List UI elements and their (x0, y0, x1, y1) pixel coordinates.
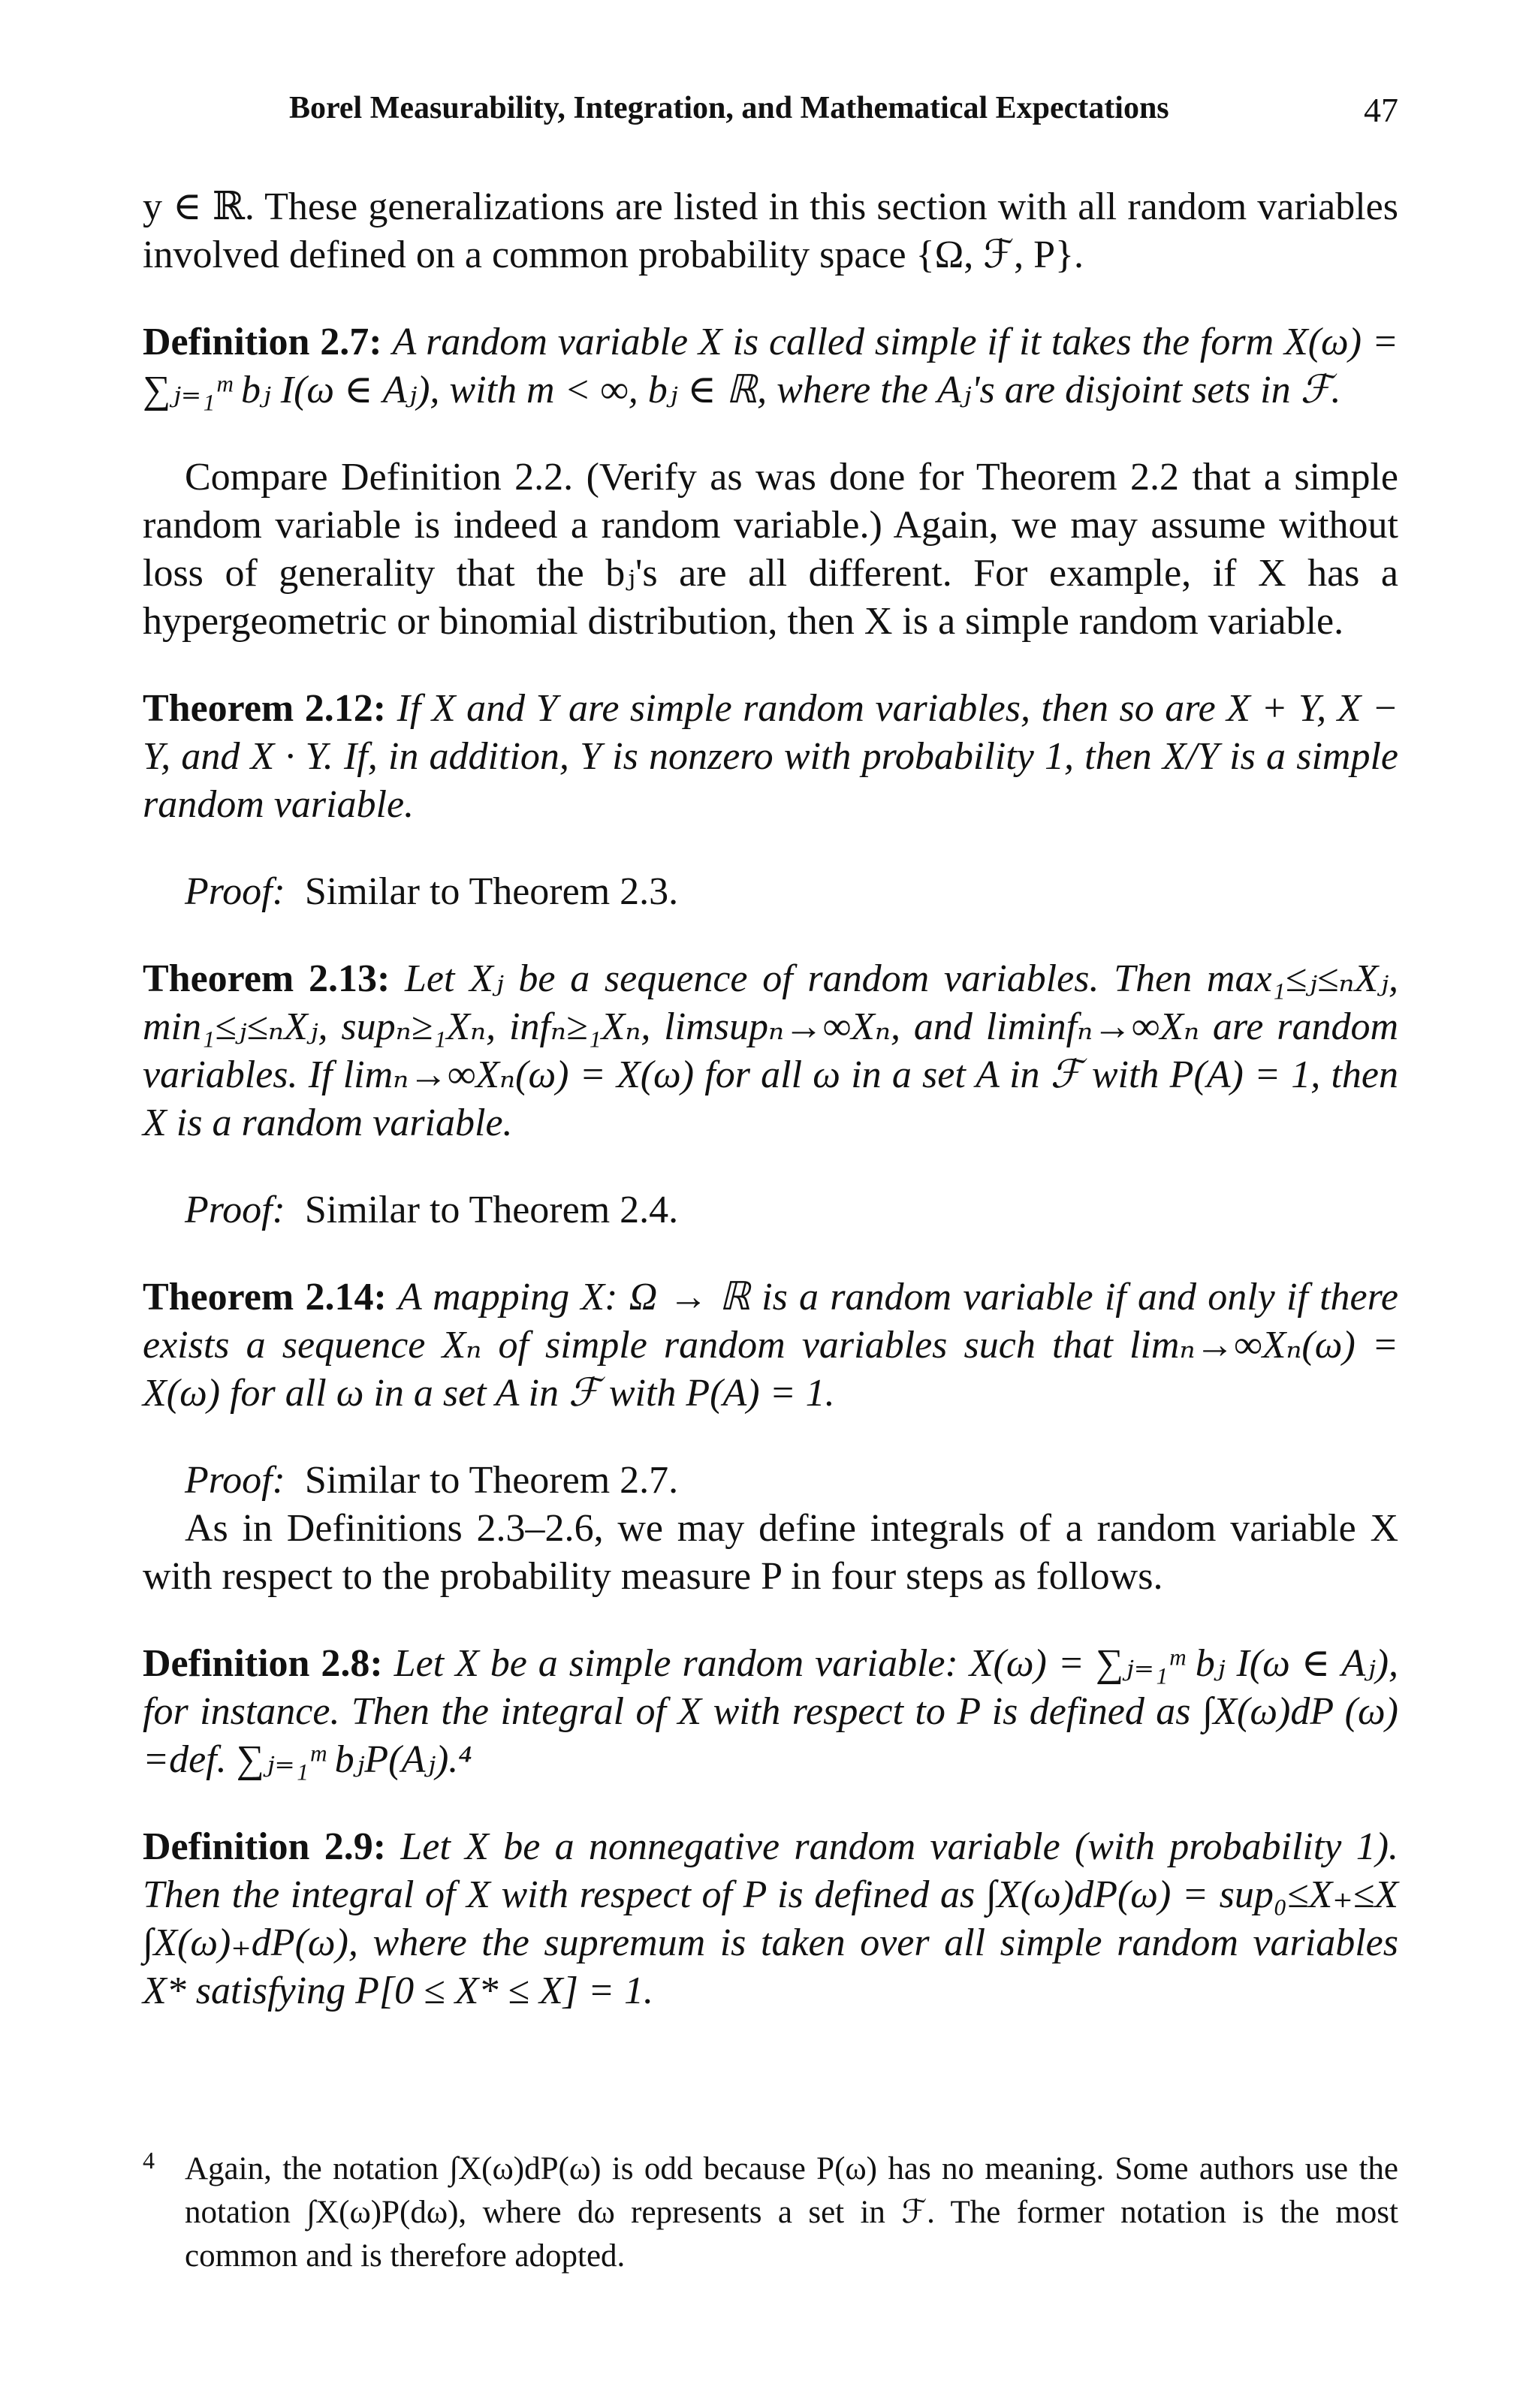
theorem-label: Theorem 2.12: (143, 687, 387, 730)
theorem-statement: A mapping X: Ω → ℝ is a random variable if and only if there exists a sequence Xₙ of simple random variables such that limₙ→∞Xₙ(ω) = X(ω) for all ω in a set A in ℱ with P(A) = 1. (143, 1276, 1399, 1415)
proof-label: Proof: (185, 1459, 285, 1502)
theorem-2-12 (143, 685, 1398, 829)
theorem-2-14 (143, 1273, 1398, 1418)
theorem-2-13 (143, 955, 1398, 1147)
proof-label: Proof: (185, 870, 285, 913)
theorem-statement: Let Xⱼ be a sequence of random variables. Then max₁≤ⱼ≤ₙXⱼ, min₁≤ⱼ≤ₙXⱼ, supₙ≥₁Xₙ, infₙ≥₁Xₙ, limsupₙ→∞Xₙ, and liminfₙ→∞Xₙ are random variables. If limₙ→∞Xₙ(ω) = X(ω) for all ω in a set A in ℱ with P(A) = 1, then X is a random variable. (143, 957, 1398, 1144)
footnote-marker: 4 (143, 2147, 155, 2174)
definition-label: Definition 2.7: (143, 321, 382, 363)
page-body (143, 183, 1398, 2015)
proof-label: Proof: (185, 1189, 285, 1231)
theorem-label: Theorem 2.13: (143, 957, 391, 1000)
proof-text: Similar to Theorem 2.3. (304, 870, 679, 913)
proof-2-13 (143, 1186, 1398, 1234)
definition-label: Definition 2.8: (143, 1642, 383, 1685)
definition-2-9 (143, 1823, 1398, 2015)
theorem-statement: If X and Y are simple random variables, then so are X + Y, X − Y, and X · Y. If, in addition, Y is nonzero with probability 1, then X/Y is a simple random variable. (143, 687, 1399, 826)
definition-label: Definition 2.9: (143, 1825, 387, 1868)
page-header (143, 84, 1398, 137)
running-title: Borel Measurability, Integration, and Mathematical Expectations (289, 91, 1169, 125)
paragraph-generalizations: y ∈ ℝ. These generalizations are listed in this section with all random variables involved defined on a common probability space {Ω, ℱ, P}. (143, 185, 1398, 276)
paragraph-integrals: As in Definitions 2.3–2.6, we may define integrals of a random variable X with respect to the probability measure P in four steps as follows. (143, 1507, 1398, 1598)
footnote-text: Again, the notation ∫X(ω)dP(ω) is odd because P(ω) has no meaning. Some authors use the notation ∫X(ω)P(dω), where dω represents a set in ℱ. The former notation is the most common and is therefore adopted. (185, 2151, 1398, 2274)
definition-statement: Let X be a simple random variable: X(ω) = ∑ⱼ₌₁ᵐ bⱼ I(ω ∈ Aⱼ), for instance. Then the integral of X with respect to P is defined as ∫X(ω)dP (ω) =def. ∑ⱼ₌₁ᵐ bⱼP(Aⱼ).⁴ (143, 1642, 1399, 1781)
definition-2-7 (143, 318, 1398, 414)
theorem-label: Theorem 2.14: (143, 1276, 387, 1319)
proof-2-14 (143, 1457, 1398, 1505)
definition-statement: A random variable X is called simple if it takes the form X(ω) = ∑ⱼ₌₁ᵐ bⱼ I(ω ∈ Aⱼ), with m < ∞, bⱼ ∈ ℝ, where the Aⱼ's are disjoint sets in ℱ. (143, 321, 1399, 411)
definition-2-8 (143, 1640, 1398, 1784)
footnote-4 (143, 2147, 1398, 2278)
definition-statement: Let X be a nonnegative random variable (with probability 1). Then the integral of X with respect of P is defined as ∫X(ω)dP(ω) = sup₀≤X₊≤X ∫X(ω)₊dP(ω), where the supremum is taken over all simple random variables X* satisfying P[0 ≤ X* ≤ X] = 1. (143, 1825, 1399, 2012)
proof-text: Similar to Theorem 2.4. (304, 1189, 679, 1231)
page-number: 47 (1364, 91, 1398, 129)
paragraph-compare: Compare Definition 2.2. (Verify as was done for Theorem 2.2 that a simple random variable is indeed a random variable.) Again, we may assume without loss of generality that the bⱼ's are all different. For example, if X has a hypergeometric or binomial distribution, then X is a simple random variable. (143, 456, 1398, 643)
proof-2-12 (143, 868, 1398, 916)
proof-text: Similar to Theorem 2.7. (304, 1459, 679, 1502)
